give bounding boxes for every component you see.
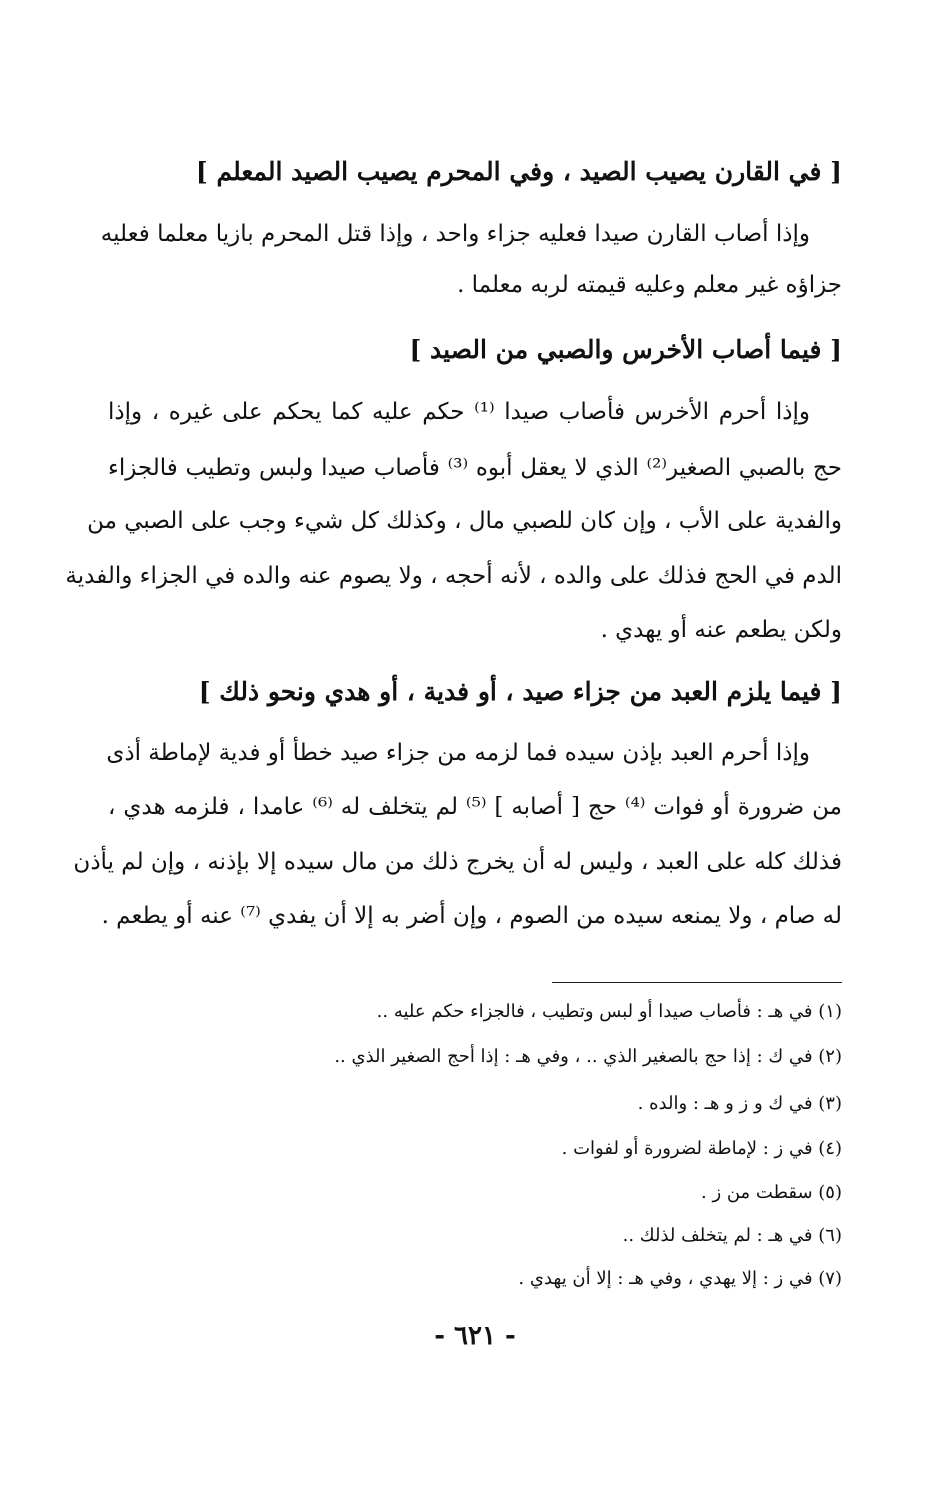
footnote-3: (٣) في ك و ز و هـ : والده . [637,1093,842,1114]
paragraph-line: جزاؤه غير معلم وعليه قيمته لربه معلما . [457,272,842,298]
paragraph-line: ولكن يطعم عنه أو يهدي . [600,617,842,643]
paragraph-line: حج بالصبي الصغير⁽²⁾ الذي لا يعقل أبوه ⁽³⁾ فأصاب صيدا ولبس وتطيب فالجزاء [108,455,842,481]
paragraph-line: وإذا أحرم الأخرس فأصاب صيدا ⁽¹⁾ حكم عليه كما يحكم على غيره ، وإذا [108,399,810,425]
paragraph-line: من ضرورة أو فوات ⁽⁴⁾ حج [ أصابه ] ⁽⁵⁾ لم يتخلف له ⁽⁶⁾ عامدا ، فلزمه هدي ، [108,794,842,820]
paragraph-line: فذلك كله على العبد ، وليس له أن يخرج ذلك من مال سيده إلا بإذنه ، وإن لم يأذن [73,849,842,875]
section-heading-slave: [ فيما يلزم العبد من جزاء صيد ، أو فدية ، أو هدي ونحو ذلك ] [198,677,842,706]
footnote-1: (١) في هـ : فأصاب صيدا أو لبس وتطيب ، فالجزاء حكم عليه .. [376,1001,842,1022]
footnote-7: (٧) في ز : إلا يهدي ، وفي هـ : إلا أن يهدي . [518,1268,842,1289]
paragraph-line: والفدية على الأب ، وإن كان للصبي مال ، وكذلك كل شيء وجب على الصبي من [87,508,842,534]
footnote-6: (٦) في هـ : لم يتخلف لذلك .. [622,1225,842,1246]
page-number: - ٦٢١ - [434,1321,516,1351]
footnote-separator [552,982,842,983]
footnote-5: (٥) سقطت من ز . [701,1182,842,1203]
paragraph-line: الدم في الحج فذلك على والده ، لأنه أحجه ، ولا يصوم عنه والده في الجزاء والفدية [65,563,842,589]
paragraph-line: له صام ، ولا يمنعه سيده من الصوم ، وإن أضر به إلا أن يفدي ⁽⁷⁾ عنه أو يطعم . [101,903,842,929]
footnote-4: (٤) في ز : لإماطة لضرورة أو لفوات . [561,1138,842,1159]
paragraph-line: وإذا أصاب القارن صيدا فعليه جزاء واحد ، وإذا قتل المحرم بازيا معلما فعليه [100,221,810,247]
section-heading-mute-child: [ فيما أصاب الأخرس والصبي من الصيد ] [409,335,842,364]
footnote-2: (٢) في ك : إذا حج بالصغير الذي .. ، وفي هـ : إذا أحج الصغير الذي .. [334,1046,842,1067]
section-heading-qarin: [ في القارن يصيب الصيد ، وفي المحرم يصيب الصيد المعلم ] [195,157,842,186]
paragraph-line: وإذا أحرم العبد بإذن سيده فما لزمه من جزاء صيد خطأ أو فدية لإماطة أذى [106,740,810,766]
